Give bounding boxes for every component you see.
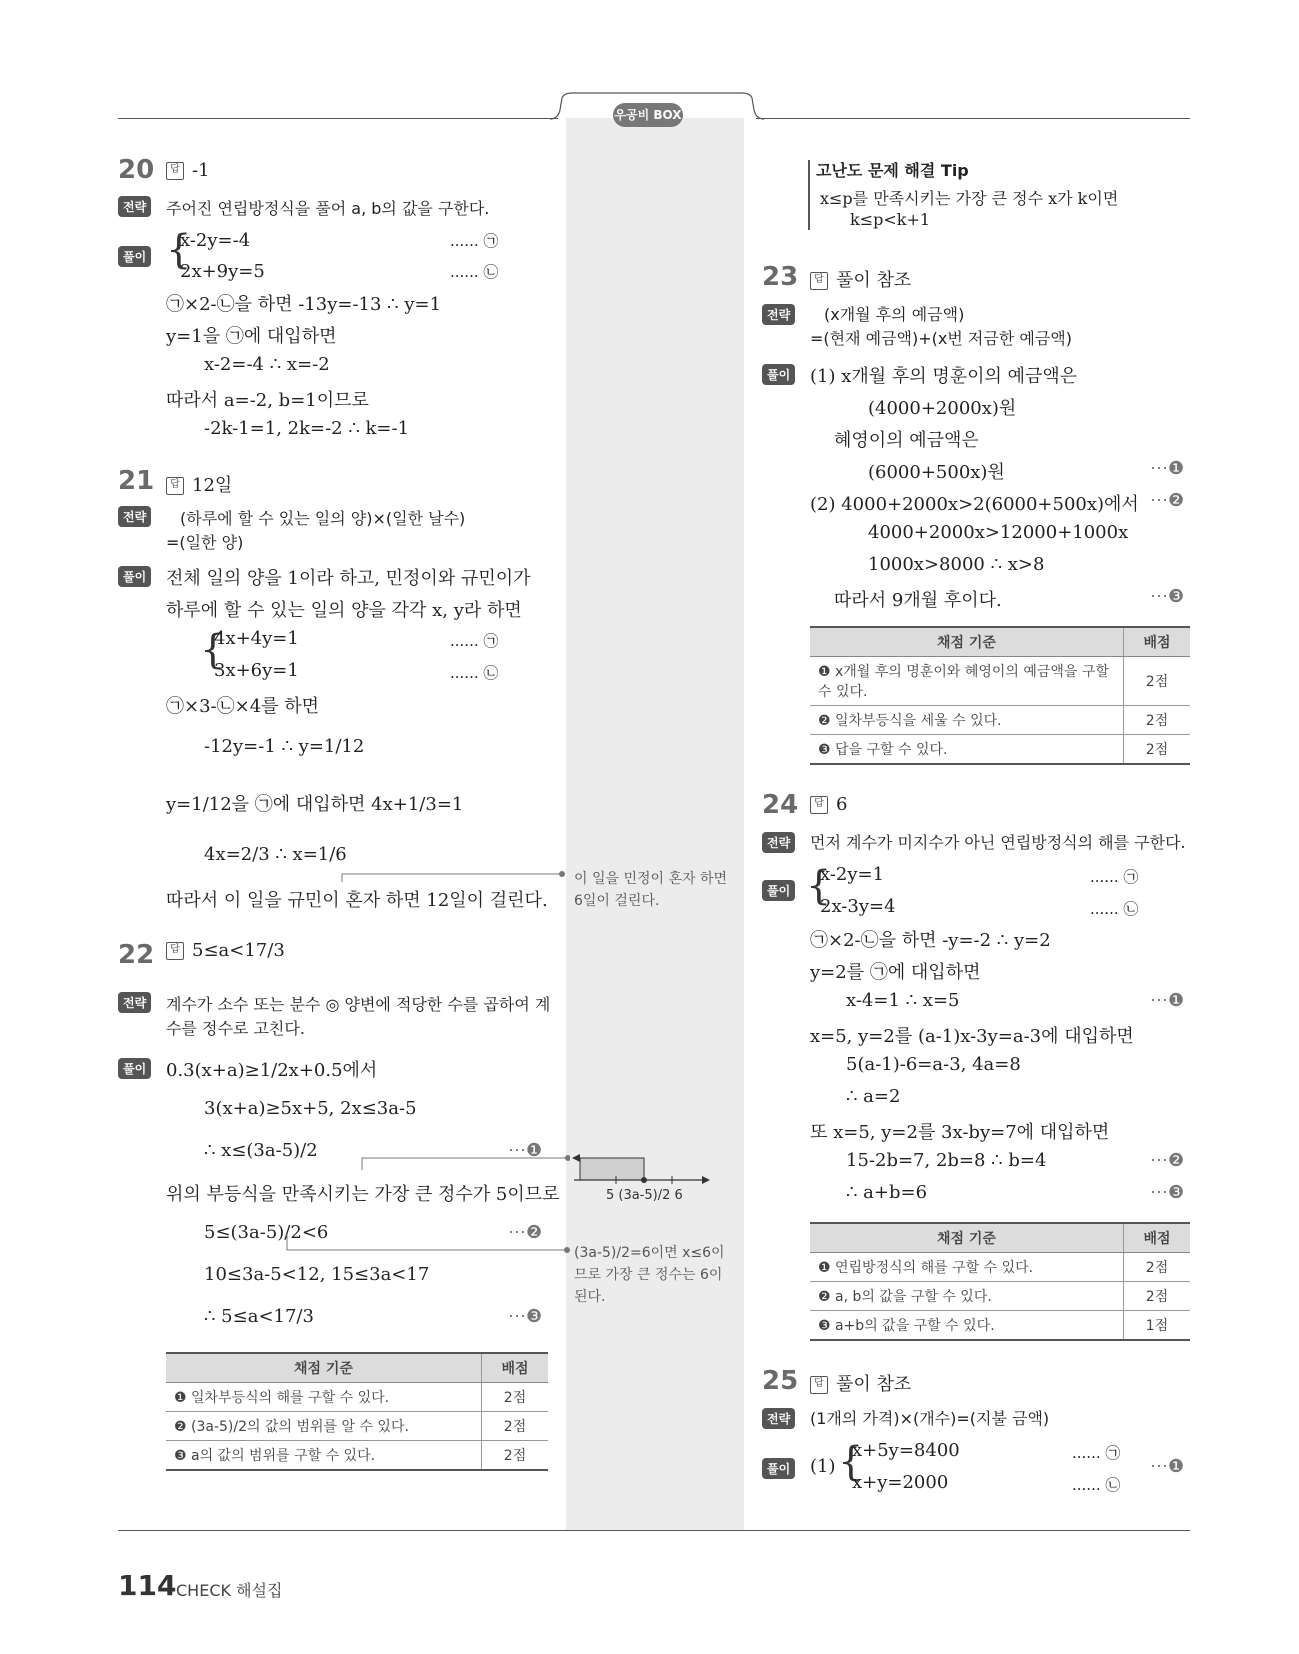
strategy-text: (1개의 가격)×(개수)=(지불 금액) [810,1409,1050,1428]
solution-line: y=2를 ㉠에 대입하면 [810,962,981,983]
table-cell: ❸ 답을 구할 수 있다. [810,735,1124,765]
strategy-tag: 전략 [118,506,151,527]
step-marker: ⋯❸ [508,1306,543,1327]
equation: x+5y=8400 [852,1440,960,1461]
table-row [810,1311,1190,1341]
table-header: 배점 [1124,1223,1191,1253]
answer-value: 풀이 참조 [836,1374,912,1395]
equation: x+y=2000 [852,1472,949,1493]
strategy-text: =(현재 예금액)+(x번 저금한 예금액) [810,329,1072,348]
solution-line: 또 x=5, y=2를 3x-by=7에 대입하면 [810,1122,1110,1143]
header-box-label: 우공비 BOX [613,103,683,127]
table-cell: 2점 [1124,1282,1191,1311]
solution-line: 3(x+a)≥5x+5, 2x≤3a-5 [204,1098,417,1119]
table-cell: ❸ a+b의 값을 구할 수 있다. [810,1311,1124,1341]
answer [810,794,847,815]
scoring-table [810,626,1190,765]
solution-tag: 풀이 [762,1458,795,1479]
table-cell: ❶ x개월 후의 명훈이와 혜영이의 예금액을 구할 수 있다. [810,657,1124,706]
solution-line: 하루에 할 수 있는 일의 양을 각각 x, y라 하면 [166,600,522,621]
solution-line: ㉠×2-㉡을 하면 -y=-2 ∴ y=2 [810,930,1051,951]
equation: 3x+6y=1 [214,660,299,681]
solution-line: 5≤(3a-5)/2<6 [204,1222,329,1243]
page-number: 114 [118,1569,177,1602]
solution-line: 따라서 a=-2, b=1이므로 [166,390,369,411]
problem-number: 21 [118,466,155,496]
solution-line: (6000+500x)원 [868,462,1005,483]
table-cell: 1점 [1124,1311,1191,1341]
equation-marker: ...... ㉠ [1090,868,1139,886]
solution-line: 전체 일의 양을 1이라 하고, 민정이와 규민이가 [166,568,531,589]
solution-line: ㉠×3-㉡×4를 하면 [166,696,320,717]
solution-line: (1) x개월 후의 명훈이의 예금액은 [810,366,1078,387]
number-line-connector [360,1150,570,1180]
table-row [810,735,1190,765]
number-line-labels: 5 (3a-5)/2 6 [606,1188,683,1203]
solution-line: -12y=-1 ∴ y=1/12 [204,736,365,757]
answer [166,160,210,181]
solution-tag: 풀이 [762,880,795,901]
table-cell: 2점 [1124,1253,1191,1282]
top-rule-left [118,118,558,119]
strategy-text: 먼저 계수가 미지수가 아닌 연립방정식의 해를 구한다. [810,833,1186,852]
solution-line: x-2=-4 ∴ x=-2 [204,354,330,375]
solution-line: 따라서 9개월 후이다. [834,590,1002,611]
problem-number: 24 [762,790,799,820]
number-line-diagram [572,1150,712,1190]
tip-text: k≤p<k+1 [850,210,931,229]
answer-icon: 답 [166,162,184,180]
equation-marker: ...... ㉡ [1072,1476,1121,1494]
solution-line: ∴ x≤(3a-5)/2 [204,1140,318,1161]
middle-sidebar-band [566,118,744,1530]
step-marker: ⋯❷ [1150,490,1185,511]
table-cell: ❷ (3a-5)/2의 값의 범위를 알 수 있다. [166,1412,482,1441]
answer-value: 6 [836,794,848,815]
system-brace: { [838,1439,864,1485]
solution-line: 4000+2000x>12000+1000x [868,522,1129,543]
table-row [810,1282,1190,1311]
table-header: 배점 [1124,627,1191,657]
solution-line: ∴ 5≤a<17/3 [204,1306,314,1327]
answer [166,940,285,961]
solution-line: y=1/12을 ㉠에 대입하면 4x+1/3=1 [166,794,464,815]
strategy-text: 계수가 소수 또는 분수 ◎ 양변에 적당한 수를 곱하여 계 [166,995,551,1014]
solution-line: ㉠×2-㉡을 하면 -13y=-13 ∴ y=1 [166,294,442,315]
side-note: 이 일을 민정이 혼자 하면 6일이 걸린다. [574,871,728,909]
table-cell: 2점 [1124,657,1191,706]
side-note: (3a-5)/2=6이면 x≤6이므로 가장 큰 정수는 6이 된다. [574,1245,725,1305]
table-row [166,1412,548,1441]
step-marker: ⋯❶ [1150,458,1185,479]
equation: 4x+4y=1 [214,628,299,649]
equation: x-2y=1 [820,864,885,885]
answer-icon: 답 [810,1376,828,1394]
solution-line: (1) [810,1456,836,1477]
solution-tag: 풀이 [118,246,151,267]
step-marker: ⋯❶ [1150,990,1185,1011]
table-header: 배점 [482,1353,549,1383]
solution-line: (4000+2000x)원 [868,398,1017,419]
strategy-text: =(일한 양) [166,533,244,552]
equation-marker: ...... ㉡ [450,664,499,682]
solution-line: 위의 부등식을 만족시키는 가장 큰 정수가 5이므로 [166,1184,560,1205]
table-row [810,706,1190,735]
equation-marker: ...... ㉡ [1090,900,1139,918]
table-cell: 2점 [482,1383,549,1412]
table-header: 채점 기준 [810,1223,1124,1253]
table-row [166,1383,548,1412]
table-cell: 2점 [1124,706,1191,735]
solution-line: ∴ a+b=6 [846,1182,928,1203]
solution-line: y=1을 ㉠에 대입하면 [166,326,337,347]
solution-line: 혜영이의 예금액은 [834,430,979,451]
equation-marker: ...... ㉠ [450,232,499,250]
table-cell: 2점 [1124,735,1191,765]
solution-line: 4x=2/3 ∴ x=1/6 [204,844,347,865]
step-marker: ⋯❷ [508,1222,543,1243]
answer-icon: 답 [166,477,184,495]
equation: x-2y=-4 [180,230,251,251]
solution-line: 5(a-1)-6=a-3, 4a=8 [846,1054,1021,1075]
problem-number: 25 [762,1366,799,1396]
equation-marker: ...... ㉠ [1072,1444,1121,1462]
table-row [166,1441,548,1471]
solution-line: (2) 4000+2000x>2(6000+500x)에서 [810,494,1139,515]
bottom-rule [118,1530,1190,1531]
step-marker: ⋯❸ [1150,586,1185,607]
system-brace: { [166,227,192,273]
callout-connector [285,1232,570,1262]
problem-number: 23 [762,262,799,292]
answer [810,266,911,292]
table-cell: ❶ 연립방정식의 해를 구할 수 있다. [810,1253,1124,1282]
callout-connector [340,868,570,888]
strategy-text: 주어진 연립방정식을 풀어 a, b의 값을 구한다. [166,199,490,218]
table-cell: ❸ a의 값의 범위를 구할 수 있다. [166,1441,482,1471]
equation-marker: ...... ㉡ [450,263,499,281]
solution-line: x-4=1 ∴ x=5 [846,990,960,1011]
table-header: 채점 기준 [810,627,1124,657]
problem-number: 20 [118,155,155,185]
step-marker: ⋯❷ [1150,1150,1185,1171]
table-cell: ❷ a, b의 값을 구할 수 있다. [810,1282,1124,1311]
tip-title: 고난도 문제 해결 Tip [816,161,969,180]
answer [166,471,232,497]
strategy-tag: 전략 [762,304,795,325]
table-header: 채점 기준 [166,1353,482,1383]
table-row [810,1253,1190,1282]
strategy-tag: 전략 [118,196,151,217]
table-cell: ❶ 일차부등식의 해를 구할 수 있다. [166,1383,482,1412]
tip-text: x≤p를 만족시키는 가장 큰 정수 x가 k이면 [820,189,1119,208]
table-cell: 2점 [482,1412,549,1441]
solution-line: 따라서 이 일을 규민이 혼자 하면 12일이 걸린다. [166,890,548,911]
answer-value: 풀이 참조 [836,270,912,291]
system-brace: { [200,627,226,673]
strategy-tag: 전략 [762,832,795,853]
answer-value: -1 [192,160,210,181]
solution-line: x=5, y=2를 (a-1)x-3y=a-3에 대입하면 [810,1026,1134,1047]
solution-line: -2k-1=1, 2k=-2 ∴ k=-1 [204,418,410,439]
solution-tag: 풀이 [118,1058,151,1079]
table-cell: 2점 [482,1441,549,1471]
solution-tag: 풀이 [762,364,795,385]
answer [810,1370,911,1396]
scoring-table [166,1352,548,1471]
answer-icon: 답 [166,942,184,960]
step-marker: ⋯❸ [1150,1182,1185,1203]
strategy-tag: 전략 [118,992,151,1013]
problem-number: 22 [118,940,155,970]
solution-line: 1000x>8000 ∴ x>8 [868,554,1045,575]
tip-box-border [808,160,810,230]
equation: 2x+9y=5 [180,261,265,282]
book-title: CHECK 해설집 [176,1581,283,1600]
table-row [810,657,1190,706]
strategy-text: 수를 정수로 고친다. [166,1019,305,1038]
system-brace: { [806,863,832,909]
strategy-tag: 전략 [762,1408,795,1429]
answer-value: 12일 [192,475,233,496]
step-marker: ⋯❶ [508,1140,543,1161]
solution-line: 10≤3a-5<12, 15≤3a<17 [204,1264,430,1285]
solution-tag: 풀이 [118,566,151,587]
strategy-text: (x개월 후의 예금액) [824,305,965,324]
solution-line: 15-2b=7, 2b=8 ∴ b=4 [846,1150,1047,1171]
table-cell: ❷ 일차부등식을 세울 수 있다. [810,706,1124,735]
strategy-text: (하루에 할 수 있는 일의 양)×(일한 날수) [180,509,466,528]
answer-value: 5≤a<17/3 [192,940,285,961]
top-rule-right [756,118,1190,119]
solution-line: ∴ a=2 [846,1086,901,1107]
equation-marker: ...... ㉠ [450,632,499,650]
step-marker: ⋯❶ [1150,1456,1185,1477]
answer-icon: 답 [810,272,828,290]
solution-line: 0.3(x+a)≥1/2x+0.5에서 [166,1060,378,1081]
answer-icon: 답 [810,796,828,814]
scoring-table [810,1222,1190,1341]
equation: 2x-3y=4 [820,896,896,917]
